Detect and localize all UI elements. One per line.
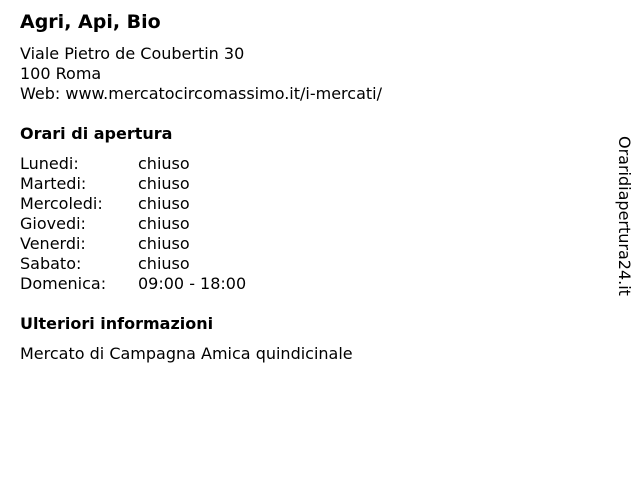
hours-row-sunday: [20, 274, 246, 294]
day-hours: chiuso: [138, 154, 190, 173]
hours-row-friday: [20, 234, 246, 254]
day-hours: chiuso: [138, 214, 190, 233]
additional-info-text: Mercato di Campagna Amica quindicinale: [20, 344, 353, 363]
day-hours: chiuso: [138, 174, 190, 193]
hours-row-saturday: [20, 254, 246, 274]
site-watermark: Oraridiapertura24.it: [615, 136, 634, 296]
day-hours: chiuso: [138, 194, 190, 213]
hours-row-monday: [20, 154, 246, 174]
day-label: Mercoledi:: [20, 194, 103, 213]
day-hours: chiuso: [138, 254, 190, 273]
additional-info-heading: Ulteriori informazioni: [20, 314, 214, 333]
website-link[interactable]: Web: www.mercatocircomassimo.it/i-mercati/: [20, 84, 382, 103]
opening-hours-table: [20, 154, 246, 294]
store-address: [20, 44, 382, 104]
address-city: 100 Roma: [20, 64, 102, 83]
day-label: Venerdi:: [20, 234, 86, 253]
opening-hours-heading: Orari di apertura: [20, 124, 173, 143]
day-hours: 09:00 - 18:00: [138, 274, 247, 293]
hours-row-wednesday: [20, 194, 246, 214]
day-label: Giovedi:: [20, 214, 86, 233]
hours-row-tuesday: [20, 174, 246, 194]
day-hours: chiuso: [138, 234, 190, 253]
hours-row-thursday: [20, 214, 246, 234]
day-label: Domenica:: [20, 274, 107, 293]
address-street: Viale Pietro de Coubertin 30: [20, 44, 245, 63]
day-label: Lunedi:: [20, 154, 79, 173]
day-label: Martedi:: [20, 174, 87, 193]
day-label: Sabato:: [20, 254, 82, 273]
store-title: Agri, Api, Bio: [20, 11, 161, 33]
